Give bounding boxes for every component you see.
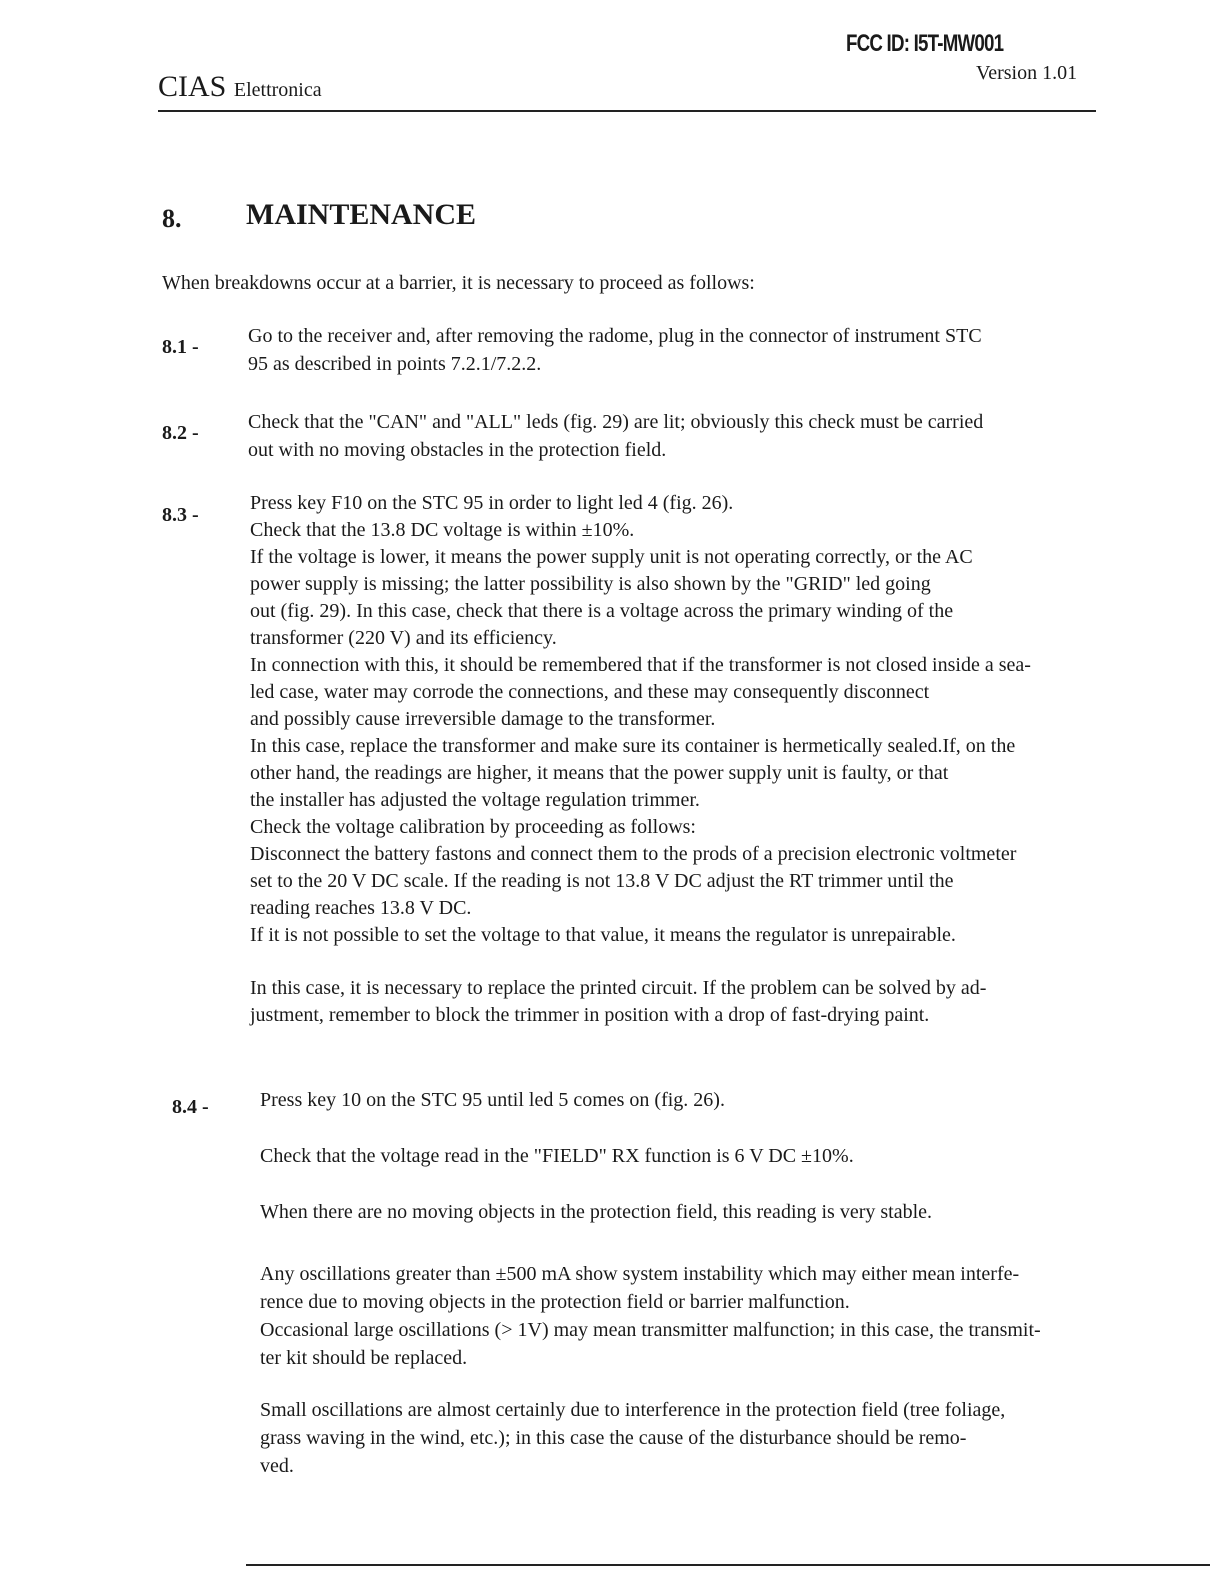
item-number-8-1: 8.1 - [162,336,199,358]
body-line: Any oscillations greater than ±500 mA show system instability which may either mean interfe- [260,1263,1020,1285]
body-line: Press key F10 on the STC 95 in order to light led 4 (fig. 26). [250,492,734,514]
body-line: Small oscillations are almost certainly due to interference in the protection field (tree foliage, [260,1399,1006,1421]
paragraph-gap [260,1372,1041,1396]
section-title: MAINTENANCE [246,198,477,231]
brand-name: CIAS [158,70,227,103]
section-number: 8. [162,204,182,233]
body-line: Check the voltage calibration by proceeding as follows: [250,816,696,838]
header-divider [158,110,1096,112]
body-line: In this case, replace the transformer and make sure its container is hermetically sealed.If, on the [250,735,1016,757]
body-line: reading reaches 13.8 V DC. [250,897,472,919]
body-line: transformer (220 V) and its efficiency. [250,627,557,649]
document-version: Version 1.01 [976,62,1078,84]
body-line: and possibly cause irreversible damage to the transformer. [250,708,716,730]
item-body-8-2 [248,408,983,464]
body-line: other hand, the readings are higher, it means that the power supply unit is faulty, or that [250,762,949,784]
paragraph-gap [260,1114,1041,1142]
fcc-id: FCC ID: I5T-MW001 [846,30,1004,57]
body-line: If the voltage is lower, it means the power supply unit is not operating correctly, or the AC [250,546,973,568]
item-number-8-2: 8.2 - [162,422,199,444]
body-line: power supply is missing; the latter possibility is also shown by the "GRID" led going [250,573,931,595]
body-line: led case, water may corrode the connections, and these may consequently disconnect [250,681,930,703]
body-line: In this case, it is necessary to replace the printed circuit. If the problem can be solved by ad- [250,977,987,999]
item-body-8-3 [250,490,1031,1029]
body-line: If it is not possible to set the voltage to that value, it means the regulator is unrepairable. [250,924,956,946]
paragraph-gap [260,1170,1041,1198]
body-line: grass waving in the wind, etc.); in this case the cause of the disturbance should be remo- [260,1427,967,1449]
paragraph-gap [260,1226,1041,1260]
body-line: the installer has adjusted the voltage regulation trimmer. [250,789,700,811]
company-brand [158,70,322,104]
body-line: rence due to moving objects in the protection field or barrier malfunction. [260,1291,850,1313]
body-line: out (fig. 29). In this case, check that there is a voltage across the primary winding of the [250,600,954,622]
footer-divider [246,1564,1210,1566]
body-line: Check that the 13.8 DC voltage is within ±10%. [250,519,635,541]
body-line: 95 as described in points 7.2.1/7.2.2. [248,353,542,375]
body-line: Go to the receiver and, after removing the radome, plug in the connector of instrument STC [248,325,982,347]
body-line: ved. [260,1455,294,1477]
item-number-8-3: 8.3 - [162,504,199,526]
body-line: ter kit should be replaced. [260,1347,468,1369]
body-line: When there are no moving objects in the protection field, this reading is very stable. [260,1201,933,1223]
item-body-8-1 [248,322,982,378]
body-line: Disconnect the battery fastons and connect them to the prods of a precision electronic voltmeter [250,843,1017,865]
body-line: Check that the "CAN" and "ALL" leds (fig. 29) are lit; obviously this check must be carried [248,411,984,433]
body-line: Check that the voltage read in the "FIELD" RX function is 6 V DC ±10%. [260,1145,854,1167]
body-line: In connection with this, it should be remembered that if the transformer is not closed inside a sea- [250,654,1031,676]
brand-subtitle: Elettronica [233,79,322,101]
body-line: Occasional large oscillations (> 1V) may mean transmitter malfunction; in this case, the transmit- [260,1319,1041,1341]
body-line: justment, remember to block the trimmer in position with a drop of fast-drying paint. [250,1004,930,1026]
paragraph-gap [250,949,1031,975]
body-line: set to the 20 V DC scale. If the reading is not 13.8 V DC adjust the RT trimmer until the [250,870,954,892]
body-line: out with no moving obstacles in the protection field. [248,439,667,461]
item-number-8-4: 8.4 - [172,1096,209,1118]
item-body-8-4 [260,1086,1041,1480]
section-intro: When breakdowns occur at a barrier, it is necessary to proceed as follows: [162,272,755,294]
body-line: Press key 10 on the STC 95 until led 5 comes on (fig. 26). [260,1089,725,1111]
